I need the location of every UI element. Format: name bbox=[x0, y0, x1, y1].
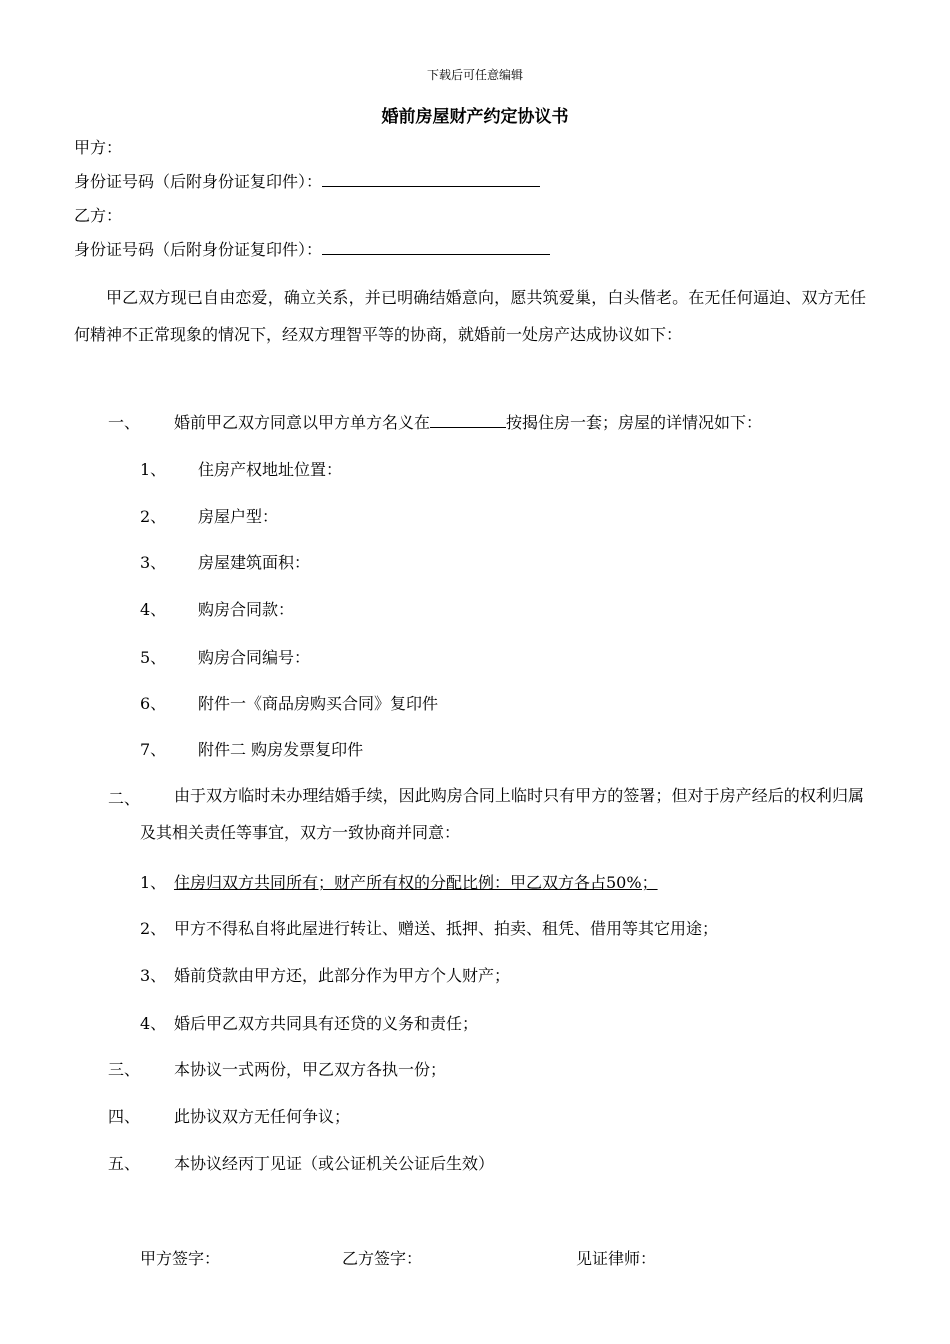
section-4-text: 此协议双方无任何争议； bbox=[174, 1107, 351, 1126]
section-1-number: 一、 bbox=[108, 413, 141, 432]
section-2-item-number: 2、 bbox=[140, 919, 167, 938]
header-note: 下载后可任意编辑 bbox=[426, 68, 523, 82]
party-a-id-blank bbox=[322, 172, 540, 187]
section-1-text-before: 婚前甲乙双方同意以甲方单方名义在 bbox=[174, 413, 431, 432]
section-1-item-number: 5、 bbox=[140, 648, 167, 667]
section-1-item-text: 房屋户型： bbox=[198, 507, 279, 526]
party-b-label: 乙方： bbox=[74, 206, 123, 225]
section-1-item-number: 4、 bbox=[140, 600, 167, 619]
section-5-text: 本协议经丙丁见证（或公证机关公证后生效） bbox=[174, 1154, 495, 1173]
section-5-number: 五、 bbox=[108, 1154, 141, 1173]
party-a-signature-label: 甲方签字： bbox=[140, 1249, 221, 1268]
section-2-item-text: 住房归双方共同所有；财产所有权的分配比例：甲乙双方各占50%； bbox=[174, 873, 658, 892]
party-a-label: 甲方： bbox=[74, 138, 123, 157]
section-4-number: 四、 bbox=[108, 1107, 141, 1126]
section-2-text: 由于双方临时未办理结婚手续，因此购房合同上临时只有甲方的签署；但对于房产经后的权利归属及其相关责任等事宜，双方一致协商并同意： bbox=[140, 786, 864, 842]
section-1-item-text: 住房产权地址位置： bbox=[198, 460, 343, 479]
section-2-item-number: 4、 bbox=[140, 1014, 167, 1033]
section-1-item-number: 2、 bbox=[140, 507, 167, 526]
section-1-item-text: 附件二 购房发票复印件 bbox=[198, 740, 364, 759]
section-2-item-number: 3、 bbox=[140, 966, 167, 985]
intro-paragraph: 甲乙双方现已自由恋爱，确立关系，并已明确结婚意向，愿共筑爱巢，白头偕老。在无任何逼迫、双方无任何精神不正常现象的情况下，经双方理智平等的协商，就婚前一处房产达成协议如下： bbox=[74, 288, 866, 344]
witness-signature-label: 见证律师： bbox=[576, 1249, 657, 1268]
section-1-item-text: 附件一《商品房购买合同》复印件 bbox=[198, 694, 439, 713]
section-1-item-number: 7、 bbox=[140, 740, 167, 759]
section-1-item-text: 购房合同款： bbox=[198, 600, 295, 619]
party-a-id-row bbox=[74, 172, 540, 192]
section-2-item-text: 婚前贷款由甲方还，此部分作为甲方个人财产； bbox=[174, 966, 511, 985]
section-1-item-text: 购房合同编号： bbox=[198, 648, 311, 667]
party-a-id-label: 身份证号码（后附身份证复印件）： bbox=[74, 172, 323, 191]
party-b-id-blank bbox=[322, 240, 550, 255]
section-3-text: 本协议一式两份，甲乙双方各执一份； bbox=[174, 1060, 447, 1079]
section-1-item-number: 3、 bbox=[140, 553, 167, 572]
section-1-text-after: 按揭住房一套；房屋的详情况如下： bbox=[506, 413, 763, 432]
section-1-item-number: 1、 bbox=[140, 460, 167, 479]
party-b-id-row bbox=[74, 240, 550, 260]
party-b-id-label: 身份证号码（后附身份证复印件）： bbox=[74, 240, 323, 259]
section-3-number: 三、 bbox=[108, 1060, 141, 1079]
section-1-location-blank bbox=[430, 413, 506, 428]
section-1-item-number: 6、 bbox=[140, 694, 167, 713]
section-2-number: 二、 bbox=[108, 789, 141, 808]
section-2-item-text: 甲方不得私自将此屋进行转让、赠送、抵押、拍卖、租凭、借用等其它用途； bbox=[174, 919, 719, 938]
section-2-item-text: 婚后甲乙双方共同具有还贷的义务和责任； bbox=[174, 1014, 479, 1033]
section-1-item-text: 房屋建筑面积： bbox=[198, 553, 311, 572]
party-b-signature-label: 乙方签字： bbox=[342, 1249, 423, 1268]
section-2-item-number: 1、 bbox=[140, 873, 167, 892]
document-title: 婚前房屋财产约定协议书 bbox=[381, 107, 569, 127]
section-1-text bbox=[174, 410, 762, 433]
